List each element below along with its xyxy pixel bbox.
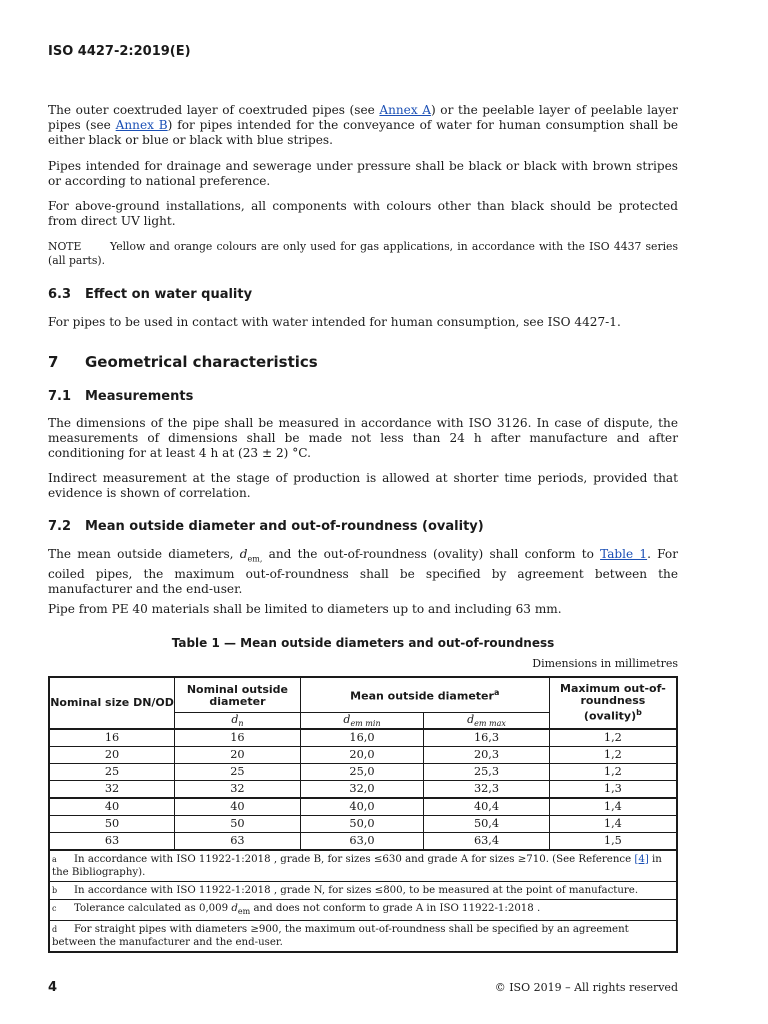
section-title: Mean outside diameter and out-of-roundness (ovality) (85, 519, 484, 534)
section-heading-7 (48, 353, 678, 371)
footnote-c (49, 899, 677, 920)
s72-text-3: . For coiled pipes, the maximum out-of-roundness shall be specified by agreement between the manufacturer and the end-user. (48, 547, 678, 596)
header-max-oor (549, 677, 677, 729)
footnote-mark: a (52, 854, 57, 864)
copyright-notice: © ISO 2019 – All rights reserved (494, 981, 678, 994)
footnote-mark: c (52, 903, 57, 913)
mean-od-label: Mean outside diameter (350, 689, 494, 703)
note-label: NOTE (48, 240, 82, 253)
cell: 32,3 (424, 780, 550, 798)
cell: 63 (49, 832, 175, 850)
footnote-text: For straight pipes with diameters ≥900, the maximum out-of-roundness shall be specified by an agreement between the manufacturer and the end-user. (52, 923, 629, 948)
symbol-dn (175, 712, 301, 729)
table-row (49, 746, 677, 763)
footnote-a (49, 850, 677, 882)
cell: 20,3 (424, 746, 550, 763)
cell: 1,2 (549, 746, 677, 763)
footnote-mark: b (52, 885, 58, 895)
dem-symbol: d (239, 547, 248, 561)
cell: 20,0 (300, 746, 424, 763)
cell: 16,3 (424, 729, 550, 747)
symbol-subscript: n (238, 718, 244, 728)
note-text: Yellow and orange colours are only used for gas applications, in accordance with the ISO 4437 series (all parts). (48, 240, 678, 267)
section-7-2-body-2: Pipe from PE 40 materials shall be limited to diameters up to and including 63 mm. (48, 602, 562, 616)
max-oor-label: Maximum out-of-roundness (ovality) (560, 682, 666, 723)
header-mean-od (300, 677, 549, 712)
dem-subscript: em, (247, 554, 263, 564)
footnote-text: In accordance with ISO 11922-1:2018 , grade B, for sizes ≤630 and grade A for sizes ≥710. (See Reference (74, 853, 635, 865)
cell: 1,4 (549, 815, 677, 832)
section-title: Geometrical characteristics (85, 353, 318, 371)
table-row (49, 780, 677, 798)
cell: 63,0 (300, 832, 424, 850)
cell: 1,2 (549, 763, 677, 780)
table-row (49, 798, 677, 816)
dimensions-table (48, 676, 678, 953)
table-row (49, 763, 677, 780)
footnote-mark: d (52, 924, 58, 934)
page-number: 4 (48, 980, 58, 995)
section-heading-6-3 (48, 287, 678, 302)
section-heading-7-1 (48, 389, 678, 404)
table-row (49, 729, 677, 747)
cell: 1,5 (549, 832, 677, 850)
cell: 32,0 (300, 780, 424, 798)
symbol-subscript: em min (350, 718, 381, 728)
cell: 16 (49, 729, 175, 747)
cell: 25 (49, 763, 175, 780)
s72-text-2: and the out-of-roundness (ovality) shall conform to (262, 547, 601, 561)
section-7-1-body-1: The dimensions of the pipe shall be measured in accordance with ISO 3126. In case of dispute, the measurements of dimensions shall be made not less than 24 h after manufacture and after conditioning for at least 4 h at (23 ± 2) °C. (48, 416, 678, 461)
cell: 50,4 (424, 815, 550, 832)
cell: 40 (49, 798, 175, 816)
footnote-text: In accordance with ISO 11922-1:2018 , grade N, for sizes ≤800, to be measured at the point of manufacture. (74, 884, 639, 896)
note (48, 240, 678, 268)
cell: 20 (175, 746, 301, 763)
paragraph-drainage-pipes: Pipes intended for drainage and sewerage under pressure shall be black or black with brown stripes or according to national preference. (48, 159, 678, 189)
section-number: 6.3 (48, 287, 72, 302)
s72-text-1: The mean outside diameters, (48, 547, 240, 561)
para1-text-1: The outer coextruded layer of coextruded pipes (see (48, 103, 380, 117)
cell: 50 (49, 815, 175, 832)
cell: 1,4 (549, 798, 677, 816)
paragraph-coextruded-layer (48, 103, 678, 149)
cell: 40,0 (300, 798, 424, 816)
table-row (49, 815, 677, 832)
cell: 16,0 (300, 729, 424, 747)
cell: 50 (175, 815, 301, 832)
para1-text-3: ) for pipes intended for the conveyance of water for human consumption shall be either black or blue or black with blue stripes. (48, 118, 678, 148)
annex-b-link[interactable]: Annex B (115, 118, 168, 133)
cell: 20 (49, 746, 175, 763)
table-row (49, 832, 677, 850)
footnote-text: and does not conform to grade A in ISO 11922-1:2018 . (250, 902, 541, 914)
section-6-3-body: For pipes to be used in contact with water intended for human consumption, see ISO 4427-1. (48, 315, 621, 329)
dem-symbol: d (231, 902, 238, 914)
symbol-dem-max (424, 712, 550, 729)
footnote-b (49, 881, 677, 899)
cell: 63,4 (424, 832, 550, 850)
footnote-text: Tolerance calculated as 0,009 (74, 902, 232, 914)
footnote-row (49, 899, 677, 920)
header-nominal-od: Nominal outside diameter (175, 677, 301, 712)
cell: 1,3 (549, 780, 677, 798)
cell: 16 (175, 729, 301, 747)
cell: 32 (175, 780, 301, 798)
cell: 1,2 (549, 729, 677, 747)
symbol-letter: d (231, 712, 239, 726)
dem-subscript: em (237, 906, 251, 916)
cell: 50,0 (300, 815, 424, 832)
table-caption: Table 1 — Mean outside diameters and out-of-roundness (171, 636, 555, 650)
header-nominal-size: Nominal size DN/OD (49, 677, 175, 729)
annex-a-link[interactable]: Annex A (379, 103, 431, 117)
footnote-ref-b: b (636, 708, 642, 718)
cell: 32 (49, 780, 175, 798)
section-title: Measurements (85, 389, 194, 404)
section-number: 7.2 (48, 519, 72, 534)
paragraph-above-ground: For above-ground installations, all components with colours other than black should be protected from direct UV light. (48, 199, 678, 229)
cell: 25,3 (424, 763, 550, 780)
cell: 40,4 (424, 798, 550, 816)
section-title: Effect on water quality (85, 287, 253, 302)
footnote-row (49, 850, 677, 882)
cell: 25,0 (300, 763, 424, 780)
footnote-ref-a: a (493, 687, 500, 697)
symbol-dem-min (300, 712, 424, 729)
cell: 40 (175, 798, 301, 816)
table-1-link[interactable]: Table 1 (600, 547, 648, 561)
footnote-row (49, 920, 677, 952)
cell: 25 (175, 763, 301, 780)
footnote-row (49, 881, 677, 899)
symbol-letter: d (343, 712, 351, 726)
section-heading-7-2 (48, 519, 678, 534)
symbol-subscript: em max (474, 718, 506, 728)
symbol-letter: d (467, 712, 475, 726)
section-number: 7.1 (48, 389, 72, 404)
table-units: Dimensions in millimetres (532, 657, 678, 670)
footnote-d (49, 920, 677, 952)
reference-4-link[interactable]: [4] (634, 853, 649, 865)
para1-text-2: ) or the peelable layer of peelable layer pipes (see (48, 103, 678, 133)
footnote-text: in the Bibliography). (52, 853, 662, 878)
section-7-1-body-2: Indirect measurement at the stage of production is allowed at shorter time periods, provided that evidence is shown of correlation. (48, 471, 678, 501)
cell: 63 (175, 832, 301, 850)
section-7-2-body-1 (48, 547, 678, 597)
section-number: 7 (48, 353, 59, 371)
document-header: ISO 4427-2:2019(E) (48, 44, 191, 59)
